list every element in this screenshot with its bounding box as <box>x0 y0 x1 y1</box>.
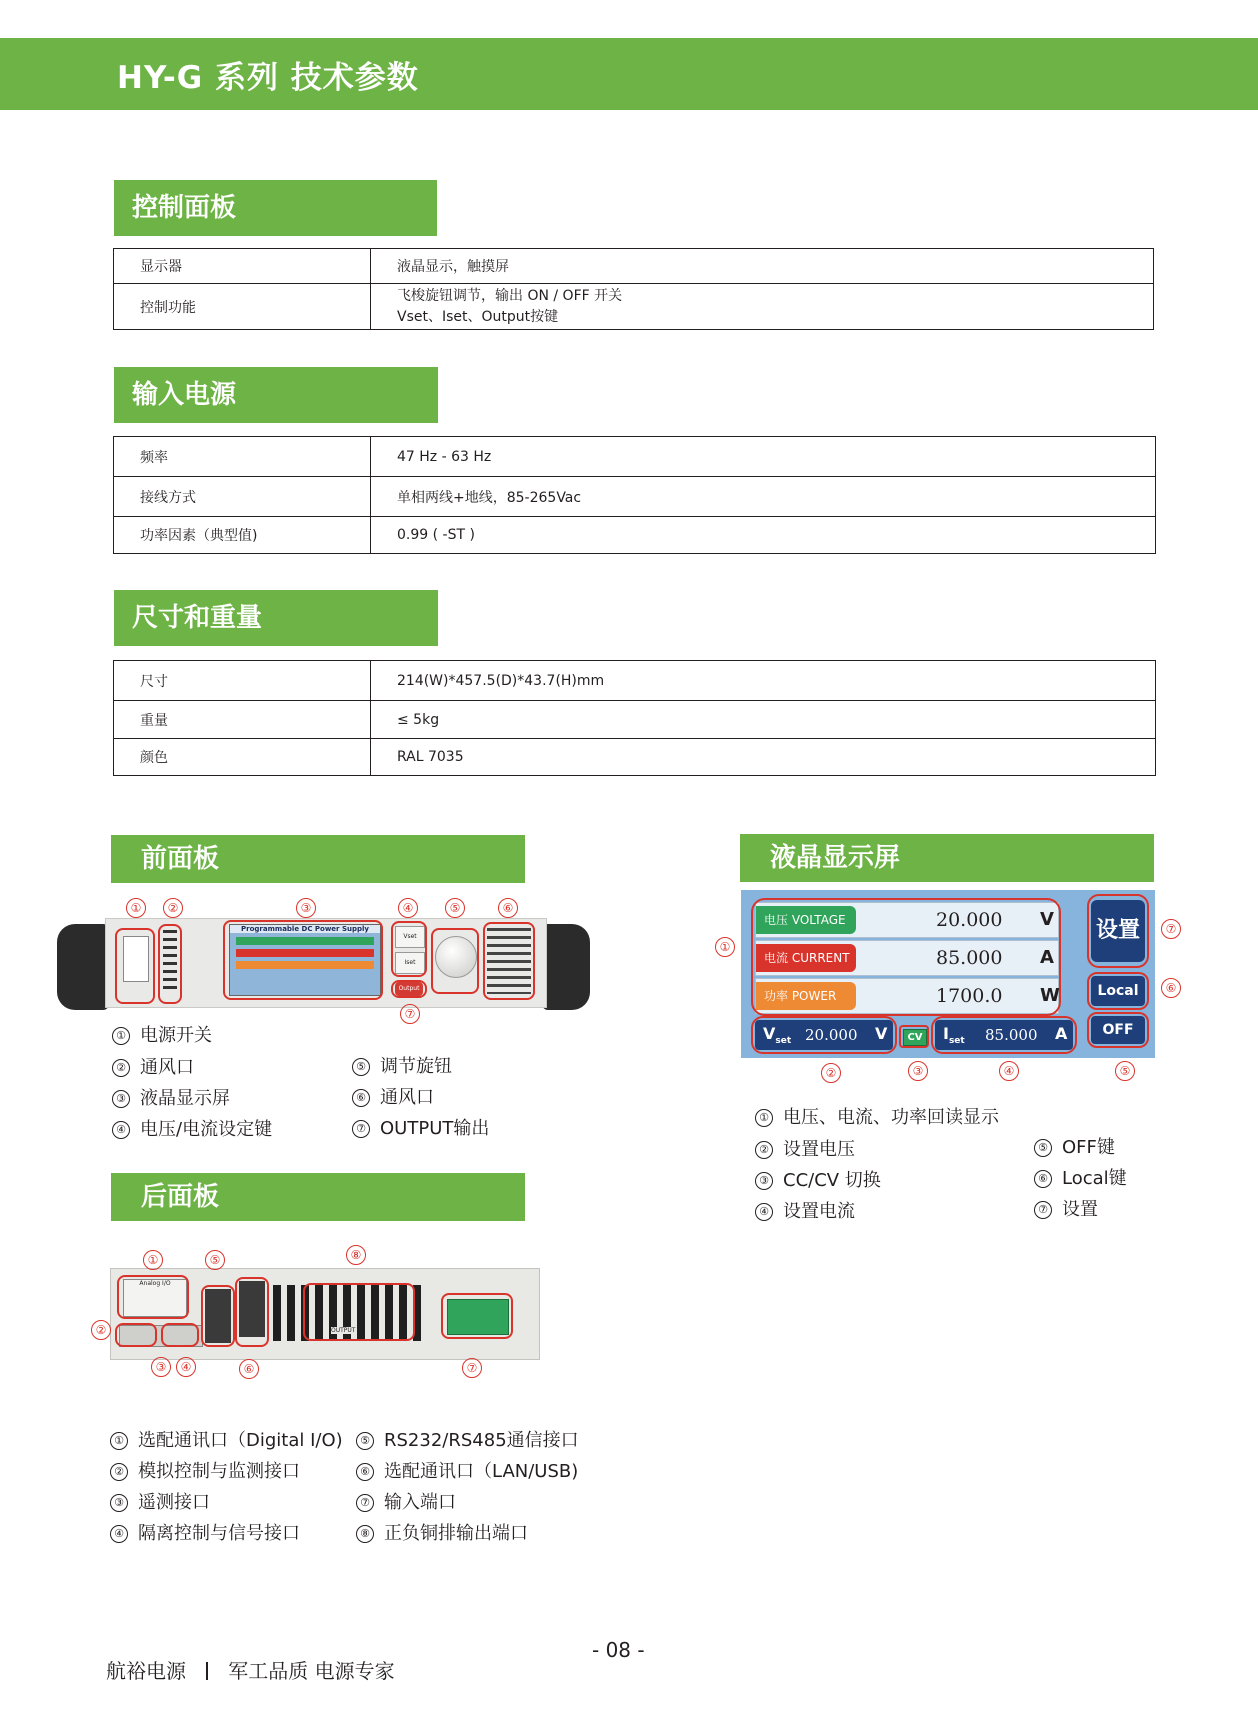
row-value <box>371 284 1154 330</box>
row-value: 单相两线+地线，85-265Vac <box>371 477 1156 517</box>
lcd-callout-4: ④ <box>999 1061 1019 1081</box>
settings-button[interactable]: 设置 <box>1091 900 1145 962</box>
rear-callout-box-2 <box>115 1323 157 1347</box>
legend-text: OUTPUT输出 <box>380 1118 490 1139</box>
legend-text: 输入端口 <box>384 1492 456 1513</box>
legend-number: ⑤ <box>1034 1139 1052 1157</box>
legend-text: 正负铜排输出端口 <box>384 1523 528 1544</box>
legend-text: 设置电流 <box>783 1201 855 1222</box>
section-heading-size-weight: 尺寸和重量 <box>114 590 438 646</box>
lcd-legend-item <box>1034 1195 1098 1221</box>
callout-box-1 <box>115 928 155 1004</box>
row-value: 214(W)*457.5(D)*43.7(H)mm <box>371 661 1156 701</box>
row-label: 功率因素（典型值) <box>114 517 371 554</box>
front-legend-item <box>352 1052 452 1078</box>
legend-text: 电源开关 <box>140 1025 212 1046</box>
lcd-reading-value: 1700.0 <box>936 985 1003 1007</box>
rear-callout-box-7 <box>441 1293 513 1339</box>
legend-number: ⑦ <box>352 1120 370 1138</box>
analog-io-label: Analog I/O <box>139 1280 171 1287</box>
front-legend-item <box>112 1084 230 1110</box>
lcd-callout-box-4 <box>931 1016 1077 1054</box>
callout-2: ② <box>163 898 183 918</box>
lcd-callout-3: ③ <box>908 1061 928 1081</box>
lcd-callout-7: ⑦ <box>1161 919 1181 939</box>
legend-text: 电压/电流设定键 <box>140 1119 273 1140</box>
row-value: RAL 7035 <box>371 739 1156 776</box>
lcd-callout-box-5 <box>1087 1012 1149 1048</box>
size-weight-table <box>113 660 1156 776</box>
front-lcd-title: Programmable DC Power Supply <box>230 925 380 933</box>
lcd-reading-value: 20.000 <box>936 909 1003 931</box>
vset-label-sub: set <box>775 1036 792 1047</box>
rear-callout-1: ① <box>143 1250 163 1270</box>
rear-callout-7: ⑦ <box>462 1358 482 1378</box>
rear-legend-item <box>110 1488 210 1514</box>
row-value-line: 飞梭旋钮调节，输出 ON / OFF 开关 <box>397 287 623 304</box>
footer-slogan: 军工品质 电源专家 <box>228 1659 395 1683</box>
legend-text: 通风口 <box>380 1087 434 1108</box>
legend-number: ⑦ <box>1034 1201 1052 1219</box>
legend-number: ② <box>755 1141 773 1159</box>
rear-panel-image <box>110 1268 540 1360</box>
front-legend-item <box>352 1114 489 1140</box>
legend-number: ⑥ <box>352 1089 370 1107</box>
legend-number: ③ <box>110 1494 128 1512</box>
legend-number: ④ <box>755 1203 773 1221</box>
legend-text: 选配通讯口（Digital I/O) <box>138 1430 343 1451</box>
lcd-callout-1: ① <box>715 937 735 957</box>
rear-callout-box-5 <box>201 1285 235 1347</box>
callout-box-3 <box>223 920 383 1000</box>
front-legend-item <box>112 1115 272 1141</box>
lcd-callout-box-2 <box>751 1016 897 1054</box>
footer-divider <box>206 1662 208 1680</box>
handle-right <box>542 924 590 1010</box>
front-legend-item <box>112 1053 194 1079</box>
table-row <box>114 437 1156 477</box>
footer-brand <box>106 1655 395 1684</box>
row-label: 控制功能 <box>114 284 371 330</box>
lcd-callout-6: ⑥ <box>1161 978 1181 998</box>
control-panel-table <box>113 248 1154 330</box>
legend-text: 通风口 <box>140 1057 194 1078</box>
rear-callout-box-8 <box>303 1283 415 1341</box>
callout-box-5 <box>431 928 479 994</box>
legend-text: 设置电压 <box>783 1139 855 1160</box>
rear-callout-4: ④ <box>176 1357 196 1377</box>
output-key-label: Output <box>398 985 420 992</box>
callout-box-6 <box>483 922 535 1000</box>
local-button[interactable]: Local <box>1091 976 1145 1006</box>
section-heading-lcd: 液晶显示屏 <box>740 834 1154 882</box>
row-label: 接线方式 <box>114 477 371 517</box>
row-value: 0.99 ( -ST ) <box>371 517 1156 554</box>
lcd-callout-box-3 <box>899 1025 929 1048</box>
rear-legend-item <box>356 1457 578 1483</box>
legend-text: RS232/RS485通信接口 <box>384 1430 579 1451</box>
iset-label-main: I <box>943 1024 949 1043</box>
lcd-legend-item <box>755 1166 881 1192</box>
lcd-label-text: 电流 CURRENT <box>764 951 850 965</box>
footer-company: 航裕电源 <box>106 1659 186 1683</box>
section-heading-input-power: 输入电源 <box>114 367 438 423</box>
legend-text: OFF键 <box>1062 1137 1115 1158</box>
iset-unit: A <box>1055 1024 1068 1043</box>
vset-unit: V <box>875 1024 888 1043</box>
front-panel-image <box>57 918 590 1016</box>
table-row <box>114 284 1154 330</box>
iset-label-sub: set <box>948 1036 965 1047</box>
callout-1: ① <box>126 898 146 918</box>
output-busbar-label: OUTPUT <box>331 1327 356 1334</box>
legend-number: ⑥ <box>1034 1170 1052 1188</box>
rear-callout-box-3-4 <box>161 1323 199 1347</box>
lcd-legend-item <box>755 1197 855 1223</box>
legend-number: ⑤ <box>352 1058 370 1076</box>
vset-value: 20.000 <box>805 1026 858 1044</box>
legend-number: ① <box>110 1432 128 1450</box>
table-row <box>114 249 1154 284</box>
iset-key-label: Iset <box>404 959 416 966</box>
row-value: ≤ 5kg <box>371 701 1156 739</box>
rear-callout-5: ⑤ <box>205 1250 225 1270</box>
page-title: HY-G 系列 技术参数 <box>117 60 419 96</box>
iset-value: 85.000 <box>985 1026 1038 1044</box>
lcd-callout-box-1 <box>751 898 1061 1016</box>
lcd-legend-item <box>755 1103 999 1129</box>
callout-4: ④ <box>398 898 418 918</box>
off-button[interactable]: OFF <box>1091 1016 1145 1044</box>
callout-7: ⑦ <box>400 1004 420 1024</box>
legend-text: 选配通讯口（LAN/USB) <box>384 1461 579 1482</box>
rear-callout-6: ⑥ <box>239 1359 259 1379</box>
table-row <box>114 477 1156 517</box>
page-number: - 08 - <box>592 1638 645 1662</box>
row-value: 液晶显示，触摸屏 <box>371 249 1154 284</box>
section-heading-control-panel: 控制面板 <box>114 180 437 236</box>
callout-5: ⑤ <box>445 898 465 918</box>
lcd-reading-unit: V <box>1040 909 1054 930</box>
lcd-reading-value: 85.000 <box>936 947 1003 969</box>
lcd-reading-unit: W <box>1040 985 1060 1006</box>
legend-text: 调节旋钮 <box>380 1056 452 1077</box>
lcd-reading-unit: A <box>1040 947 1054 968</box>
legend-number: ④ <box>112 1121 130 1139</box>
lcd-callout-5: ⑤ <box>1115 1061 1135 1081</box>
row-label: 显示器 <box>114 249 371 284</box>
section-heading-rear-panel: 后面板 <box>111 1173 525 1221</box>
row-value-line: Vset、Iset、Output按键 <box>397 308 559 325</box>
legend-number: ⑤ <box>356 1432 374 1450</box>
callout-box-2 <box>158 924 182 1004</box>
front-legend-item <box>352 1083 434 1109</box>
table-row <box>114 701 1156 739</box>
lcd-legend-item <box>1034 1133 1115 1159</box>
cv-indicator[interactable]: CV <box>903 1029 927 1046</box>
legend-number: ⑥ <box>356 1463 374 1481</box>
lcd-screen <box>741 890 1155 1058</box>
input-power-table <box>113 436 1156 554</box>
lcd-legend-item <box>755 1135 855 1161</box>
legend-number: ① <box>755 1109 773 1127</box>
vset-label-main: V <box>763 1024 776 1043</box>
handle-left <box>57 924 109 1010</box>
legend-text: 遥测接口 <box>138 1492 210 1513</box>
rear-callout-2: ② <box>91 1320 111 1340</box>
rear-legend-item <box>356 1426 579 1452</box>
legend-text: 液晶显示屏 <box>140 1088 230 1109</box>
legend-text: 模拟控制与监测接口 <box>138 1461 300 1482</box>
callout-box-7 <box>391 980 427 998</box>
legend-number: ③ <box>112 1090 130 1108</box>
lcd-callout-box-7 <box>1087 894 1149 968</box>
lcd-label-text: 电压 VOLTAGE <box>764 913 846 927</box>
lcd-callout-2: ② <box>821 1063 841 1083</box>
callout-3: ③ <box>296 898 316 918</box>
table-row <box>114 661 1156 701</box>
lcd-callout-box-6 <box>1087 972 1149 1010</box>
legend-number: ⑦ <box>356 1494 374 1512</box>
table-row <box>114 739 1156 776</box>
rear-legend-item <box>110 1519 300 1545</box>
rear-legend-item <box>356 1488 456 1514</box>
row-label: 重量 <box>114 701 371 739</box>
table-row <box>114 517 1156 554</box>
legend-number: ① <box>112 1027 130 1045</box>
rear-legend-item <box>110 1426 343 1452</box>
legend-text: 隔离控制与信号接口 <box>138 1523 300 1544</box>
legend-number: ② <box>110 1463 128 1481</box>
row-value: 47 Hz - 63 Hz <box>371 437 1156 477</box>
rear-callout-box-6 <box>235 1277 269 1347</box>
legend-number: ② <box>112 1059 130 1077</box>
rear-callout-3: ③ <box>151 1357 171 1377</box>
section-heading-front-panel: 前面板 <box>111 835 525 883</box>
row-label: 颜色 <box>114 739 371 776</box>
legend-text: CC/CV 切换 <box>783 1170 881 1191</box>
vset-key-label: Vset <box>403 933 417 940</box>
rear-legend-item <box>356 1519 528 1545</box>
legend-number: ④ <box>110 1525 128 1543</box>
legend-text: 电压、电流、功率回读显示 <box>783 1107 999 1128</box>
lcd-legend-item <box>1034 1164 1127 1190</box>
rear-callout-8: ⑧ <box>346 1245 366 1265</box>
front-legend-item <box>112 1021 212 1047</box>
rear-legend-item <box>110 1457 300 1483</box>
legend-number: ⑧ <box>356 1525 374 1543</box>
callout-6: ⑥ <box>498 898 518 918</box>
lcd-label-text: 功率 POWER <box>764 989 837 1003</box>
legend-number: ③ <box>755 1172 773 1190</box>
legend-text: Local键 <box>1062 1168 1127 1189</box>
row-label: 频率 <box>114 437 371 477</box>
row-label: 尺寸 <box>114 661 371 701</box>
callout-box-4 <box>391 921 427 977</box>
legend-text: 设置 <box>1062 1199 1098 1220</box>
rear-callout-box-1 <box>117 1275 189 1319</box>
